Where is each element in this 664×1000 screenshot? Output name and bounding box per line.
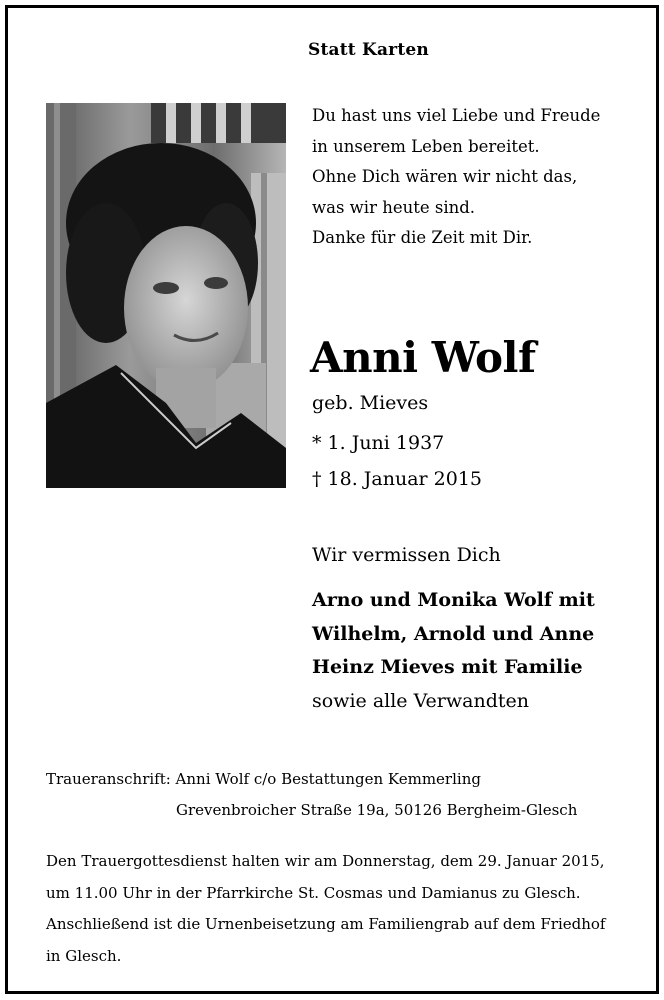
- notice-heading: Statt Karten: [308, 40, 429, 60]
- mourner-line: Arno und Monika Wolf mit: [312, 589, 595, 611]
- service-line: in Glesch.: [46, 946, 122, 965]
- birth-date: * 1. Juni 1937: [312, 432, 445, 454]
- deceased-name: Anni Wolf: [310, 333, 536, 382]
- mourners: [312, 584, 595, 718]
- birth-name: geb. Mieves: [312, 392, 429, 414]
- mourning-address: [46, 764, 646, 826]
- poem-line: Du hast uns viel Liebe und Freude: [312, 106, 601, 125]
- service-line: Anschließend ist die Urnenbeisetzung am Familiengrab auf dem Friedhof: [46, 915, 606, 933]
- service-info: [46, 846, 646, 972]
- poem-line: was wir heute sind.: [312, 197, 476, 217]
- mourner-line: Wilhelm, Arnold und Anne: [312, 622, 595, 645]
- portrait-photo: [46, 103, 286, 488]
- address-line: Traueranschrift: Anni Wolf c/o Bestattungen Kemmerling: [46, 770, 481, 788]
- address-line: Grevenbroicher Straße 19a, 50126 Bergheim-Glesch: [176, 801, 578, 819]
- service-line: um 11.00 Uhr in der Pfarrkirche St. Cosmas und Damianus zu Glesch.: [46, 883, 581, 902]
- relatives-line: sowie alle Verwandten: [312, 689, 529, 712]
- poem-line: Ohne Dich wären wir nicht das,: [312, 167, 578, 186]
- poem-line: Danke für die Zeit mit Dir.: [312, 228, 533, 247]
- poem: [312, 101, 642, 254]
- mourner-line: Heinz Mieves mit Familie: [312, 656, 583, 678]
- miss-line: Wir vermissen Dich: [312, 544, 501, 566]
- poem-line: in unserem Leben bereitet.: [312, 136, 540, 156]
- service-line: Den Trauergottesdienst halten wir am Donnerstag, dem 29. Januar 2015,: [46, 852, 605, 870]
- death-date: † 18. Januar 2015: [312, 468, 483, 490]
- life-dates: [312, 425, 482, 497]
